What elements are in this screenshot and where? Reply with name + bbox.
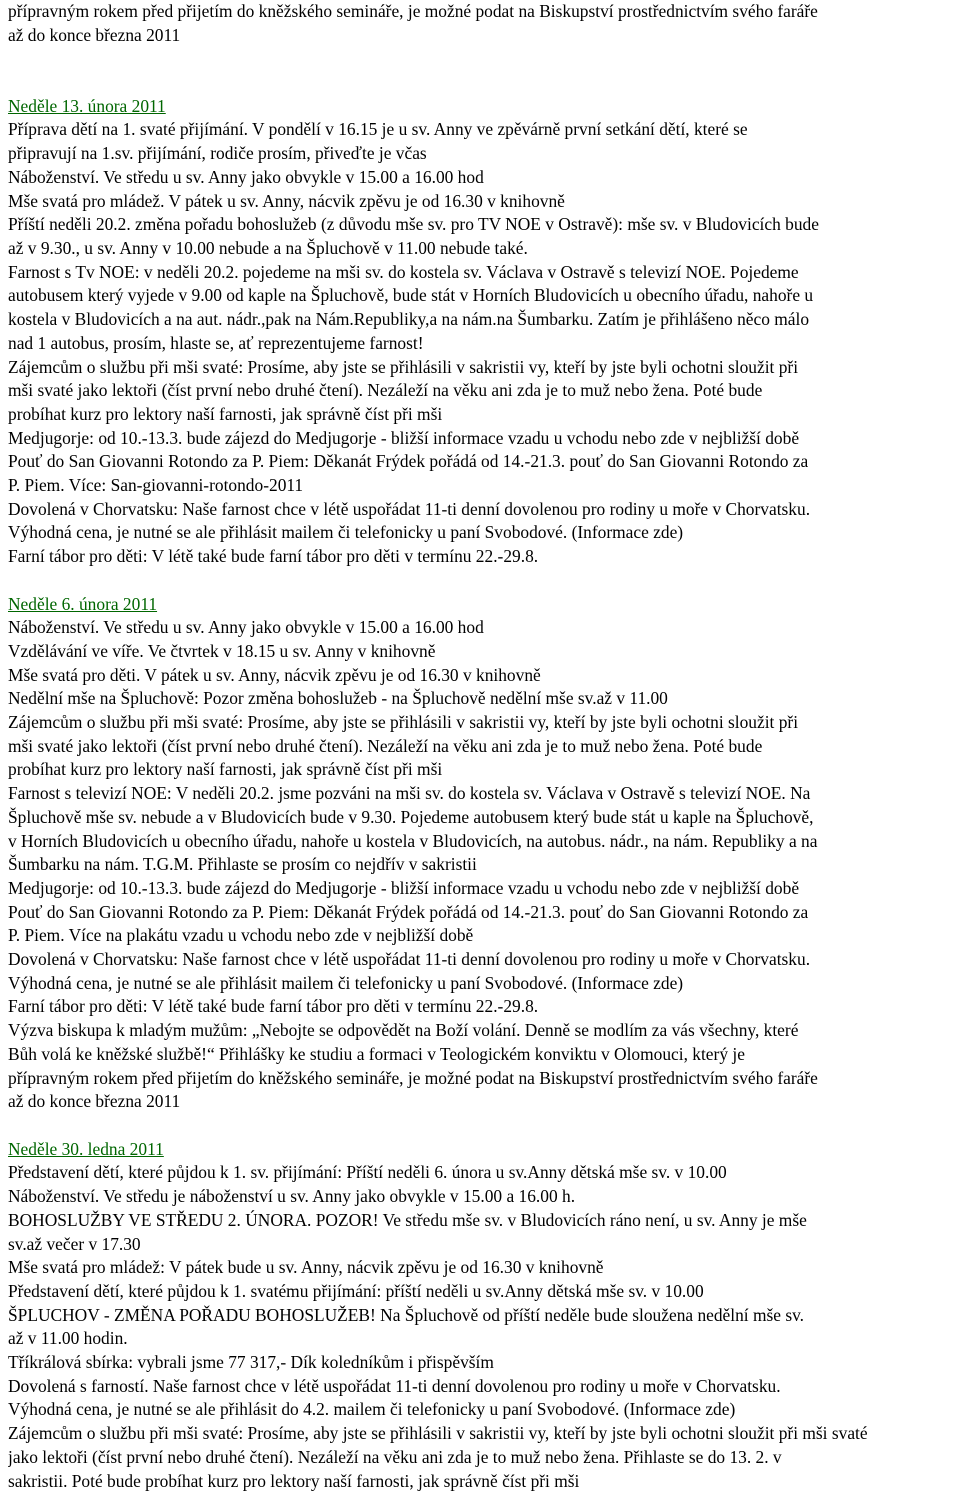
text-line: Výhodná cena, je nutné se ale přihlásit mailem či telefonicky u paní Svobodové. (Informace zde) xyxy=(8,522,684,543)
text-line: nad 1 autobus, prosím, hlaste se, ať reprezentujeme farnost! xyxy=(8,332,424,353)
text-line: v Horních Bludovicích u obecního úřadu, nahoře u kostela v Bludovicích, na autobus. nádr., na nám. Republiky a na xyxy=(8,830,818,851)
text-line: Tříkrálová sbírka: vybrali jsme 77 317,- Dík koledníkům i přispěvším xyxy=(8,1352,494,1373)
text-line: Dovolená v Chorvatsku: Naše farnost chce v létě uspořádat 11-ti denní dovolenou pro rodiny u moře v Chorvatsku. xyxy=(8,949,811,970)
text-line: až v 9.30., u sv. Anny v 10.00 nebude a na Špluchově v 11.00 nebude také. xyxy=(8,238,528,258)
text-line: Špluchově mše sv. nebude a v Bludovicích bude v 9.30. Pojedeme autobusem který bude stát u kaple na Špluchově, xyxy=(8,806,814,827)
text-line: probíhat kurz pro lektory naší farnosti, jak správně číst při mši xyxy=(8,759,443,780)
text-line: přípravným rokem před přijetím do kněžského semináře, je možné podat na Biskupství prostřednictvím svého faráře xyxy=(8,1,818,21)
text-line: Výhodná cena, je nutné se ale přihlásit do 4.2. mailem či telefonicky u paní Svobodové. (Informace zde) xyxy=(8,1399,736,1420)
text-line: Nedělní mše na Špluchově: Pozor změna bohoslužeb - na Špluchově nedělní mše sv.až v 11.00 xyxy=(8,688,668,709)
section-feb-13 xyxy=(8,95,950,569)
text-line: Zájemcům o službu při mši svaté: Prosíme, aby jste se přihlásili v sakristii vy, kteří by jste byli ochotni sloužit při mši svaté xyxy=(8,1423,868,1444)
text-line: Dovolená s farností. Naše farnost chce v létě uspořádat 11-ti denní dovolenou pro rodiny u moře v Chorvatsku. xyxy=(8,1375,781,1396)
text-line: Medjugorje: od 10.-13.3. bude zájezd do Medjugorje - bližší informace vzadu u vchodu nebo zde v nejbližší době xyxy=(8,877,800,898)
text-line: Představení dětí, které půjdou k 1. svatému přijímání: příští neděli u sv.Anny dětská mše sv. v 10.00 xyxy=(8,1280,704,1301)
text-line: probíhat kurz pro lektory naší farnosti, jak správně číst při mši xyxy=(8,403,443,424)
text-line: připravují na 1.sv. přijímání, rodiče prosím, přiveďte je včas xyxy=(8,143,427,164)
text-line: Mše svatá pro mládež: V pátek bude u sv. Anny, nácvik zpěvu je od 16.30 v knihovně xyxy=(8,1257,604,1278)
section-heading-feb-13[interactable]: Neděle 13. února 2011 xyxy=(8,95,166,116)
text-line: P. Piem. Více na plakátu vzadu u vchodu nebo zde v nejbližší době xyxy=(8,925,474,946)
text-line: Zájemcům o službu při mši svaté: Prosíme, aby jste se přihlásili v sakristii vy, kteří by jste byli ochotni sloužit při xyxy=(8,712,799,733)
text-line: Zájemcům o službu při mši svaté: Prosíme, aby jste se přihlásili v sakristii vy, kteří by jste byli ochotni sloužit při xyxy=(8,356,799,377)
text-line: Pouť do San Giovanni Rotondo za P. Piem: Děkanát Frýdek pořádá od 14.-21.3. pouť do San Giovanni Rotondo za xyxy=(8,901,809,922)
text-line: až v 11.00 hodin. xyxy=(8,1328,128,1349)
text-line: Bůh volá ke kněžské službě!“ Přihlášky ke studiu a formaci v Teologickém konviktu v Olomouci, který je xyxy=(8,1043,745,1064)
text-line: P. Piem. Více: San-giovanni-rotondo-2011 xyxy=(8,475,304,496)
text-line: Mše svatá pro mládež. V pátek u sv. Anny, nácvik zpěvu je od 16.30 v knihovně xyxy=(8,190,565,211)
text-line: Náboženství. Ve středu u sv. Anny jako obvykle v 15.00 a 16.00 hod xyxy=(8,617,484,638)
text-line: mši svaté jako lektoři (číst první nebo druhé čtení). Nezáleží na věku ani zda je to muž nebo žena. Poté bude xyxy=(8,735,763,756)
text-line: mši svaté jako lektoři (číst první nebo druhé čtení). Nezáleží na věku ani zda je to muž nebo žena. Poté bude xyxy=(8,380,763,401)
section-jan-30 xyxy=(8,1138,950,1493)
intro-paragraph xyxy=(8,0,950,47)
text-line: až do konce března 2011 xyxy=(8,24,181,45)
text-line: Dovolená v Chorvatsku: Naše farnost chce v létě uspořádat 11-ti denní dovolenou pro rodiny u moře v Chorvatsku. xyxy=(8,498,811,519)
text-line: Farnost s televizí NOE: V neděli 20.2. jsme pozváni na mši sv. do kostela sv. Václava v Ostravě s televizí NOE. Na xyxy=(8,783,811,804)
text-line: Farnost s Tv NOE: v neděli 20.2. pojedeme na mši sv. do kostela sv. Václava v Ostravě s televizí NOE. Pojedeme xyxy=(8,261,799,282)
section-heading-feb-6[interactable]: Neděle 6. února 2011 xyxy=(8,593,158,614)
text-line: ŠPLUCHOV - ZMĚNA POŘADU BOHOSLUŽEB! Na Špluchově od příští neděle bude sloužena nedělní mše sv. xyxy=(8,1304,805,1325)
text-line: Výhodná cena, je nutné se ale přihlásit mailem či telefonicky u paní Svobodové. (Informace zde) xyxy=(8,972,684,993)
text-line: Farní tábor pro děti: V létě také bude farní tábor pro děti v termínu 22.-29.8. xyxy=(8,546,539,567)
text-line: kostela v Bludovicích a na aut. nádr.,pak na Nám.Republiky,a na nám.na Šumbarku. Zatím je přihlášeno něco málo xyxy=(8,309,810,330)
text-line: Medjugorje: od 10.-13.3. bude zájezd do Medjugorje - bližší informace vzadu u vchodu nebo zde v nejbližší době xyxy=(8,427,800,448)
text-line: Představení dětí, které půjdou k 1. sv. přijímání: Příští neděli 6. února u sv.Anny dětská mše sv. v 10.00 xyxy=(8,1162,727,1183)
text-line: Výzva biskupa k mladým mužům: „Nebojte se odpovědět na Boží volání. Denně se modlím za vás všechny, které xyxy=(8,1020,799,1041)
text-line: Šumbarku na nám. T.G.M. Přihlaste se prosím co nejdřív v sakristii xyxy=(8,854,477,875)
text-line: Farní tábor pro děti: V létě také bude farní tábor pro děti v termínu 22.-29.8. xyxy=(8,996,539,1017)
section-heading-jan-30[interactable]: Neděle 30. ledna 2011 xyxy=(8,1138,164,1159)
section-feb-6 xyxy=(8,593,950,1114)
text-line: Příprava dětí na 1. svaté přijímání. V pondělí v 16.15 je u sv. Anny ve zpěvárně první setkání dětí, které se xyxy=(8,119,748,140)
text-line: Náboženství. Ve středu u sv. Anny jako obvykle v 15.00 a 16.00 hod xyxy=(8,166,484,187)
text-line: sakristii. Poté bude probíhat kurz pro lektory naší farnosti, jak správně číst při mši xyxy=(8,1470,580,1491)
text-line: Náboženství. Ve středu je náboženství u sv. Anny jako obvykle v 15.00 a 16.00 h. xyxy=(8,1186,576,1207)
text-line: BOHOSLUŽBY VE STŘEDU 2. ÚNORA. POZOR! Ve středu mše sv. v Bludovicích ráno není, u sv. Anny je mše xyxy=(8,1209,807,1230)
text-line: Vzdělávání ve víře. Ve čtvrtek v 18.15 u sv. Anny v knihovně xyxy=(8,640,436,661)
text-line: přípravným rokem před přijetím do kněžského semináře, je možné podat na Biskupství prostřednictvím svého faráře xyxy=(8,1067,818,1088)
text-line: Pouť do San Giovanni Rotondo za P. Piem: Děkanát Frýdek pořádá od 14.-21.3. pouť do San Giovanni Rotondo za xyxy=(8,451,809,472)
text-line: Příští neděli 20.2. změna pořadu bohoslužeb (z důvodu mše sv. pro TV NOE v Ostravě): mše sv. v Bludovicích bude xyxy=(8,214,819,235)
text-line: až do konce března 2011 xyxy=(8,1091,181,1112)
text-line: jako lektoři (číst první nebo druhé čtení). Nezáleží na věku ani zda je to muž nebo žena. Přihlaste se do 13. 2. v xyxy=(8,1446,782,1467)
text-line: autobusem který vyjede v 9.00 od kaple na Špluchově, bude stát v Horních Bludovicích u obecního úřadu, nahoře u xyxy=(8,285,814,306)
text-line: Mše svatá pro děti. V pátek u sv. Anny, nácvik zpěvu je od 16.30 v knihovně xyxy=(8,664,541,685)
text-line: sv.až večer v 17.30 xyxy=(8,1233,141,1254)
